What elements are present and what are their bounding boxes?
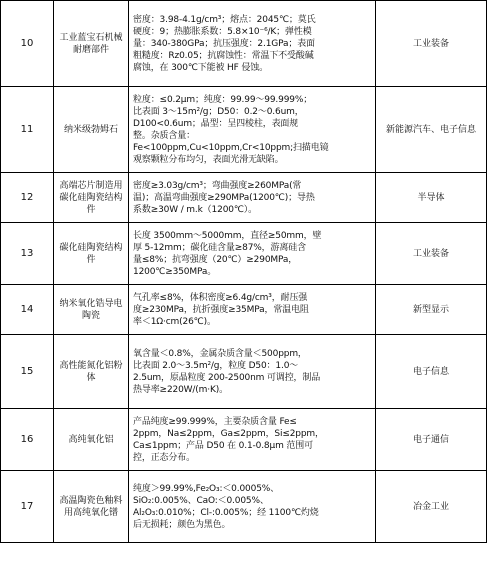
table-row bbox=[1, 409, 487, 471]
spec-cell bbox=[129, 409, 376, 471]
product-name-cell bbox=[54, 173, 129, 223]
spec-line: 2ppm，Na≤2ppm，Ga≤2ppm，Si≤2ppm， bbox=[133, 428, 324, 439]
application-field-cell: 新能源汽车、电子信息 bbox=[376, 87, 487, 173]
application-field-cell: 电子信息 bbox=[376, 335, 487, 409]
spec-line: 观察颗粒分布均匀，表面光滑无缺陷。 bbox=[133, 154, 284, 165]
spec-line: 氧含量＜0.8%，金属杂质含量＜500ppm， bbox=[133, 348, 307, 359]
spec-line: 1200℃≥350MPa。 bbox=[133, 266, 217, 277]
spec-line: 密度：3.98-4.1g/cm³；熔点：2045℃；莫氏 bbox=[133, 14, 316, 25]
product-name-cell bbox=[54, 285, 129, 335]
spec-cell bbox=[129, 471, 376, 543]
product-name-line: 高性能氮化铝粉 bbox=[59, 360, 123, 371]
spec-line: 整。杂质含量： bbox=[133, 130, 195, 141]
product-name-line: 纳米氧化锆导电 bbox=[59, 298, 123, 309]
table-row bbox=[1, 223, 487, 285]
product-name-line: 纳米级勃姆石 bbox=[63, 124, 118, 135]
spec-line: 粒度：≤0.2μm；纯度：99.99～99.999%； bbox=[133, 94, 313, 105]
table-row bbox=[1, 87, 487, 173]
application-field-cell: 新型显示 bbox=[376, 285, 487, 335]
spec-cell bbox=[129, 285, 376, 335]
product-name-line: 陶瓷 bbox=[81, 310, 100, 321]
product-name-cell bbox=[54, 409, 129, 471]
row-number: 17 bbox=[1, 471, 54, 543]
table-row bbox=[1, 173, 487, 223]
spec-line: 热导率≥220W/(m·K)。 bbox=[133, 384, 228, 395]
spec-line: 系数≥30W / m.k（1200℃）。 bbox=[133, 204, 257, 215]
spec-line: D100<0.6um；晶型：呈四棱柱，表面规 bbox=[133, 118, 299, 129]
product-name-cell bbox=[54, 87, 129, 173]
spec-line: 率＜1Ω·cm(26℃)。 bbox=[133, 316, 216, 327]
product-name-line: 件 bbox=[86, 254, 96, 265]
spec-line: Al₂O₃:0.010%；Cl-:0.005%；经 1100℃灼烧 bbox=[133, 507, 319, 518]
spec-line: SiO₂:0.005%、CaO:＜0.005%、 bbox=[133, 495, 269, 506]
table-body bbox=[1, 1, 487, 543]
product-name-cell bbox=[54, 471, 129, 543]
spec-line: 量≤8%；抗弯强度（20℃）≥290MPa， bbox=[133, 254, 298, 265]
product-name-line: 高纯氧化铝 bbox=[68, 434, 114, 445]
spec-cell bbox=[129, 1, 376, 87]
product-name-line: 用高纯氧化镨 bbox=[63, 507, 118, 518]
spec-line: 量：340-380GPa；抗压强度：2.1GPa；表面 bbox=[133, 38, 315, 49]
spec-line: Ca≤1ppm；产品 D50 在 0.1-0.8μm 范围可 bbox=[133, 440, 313, 451]
spec-line: 控，正态分布。 bbox=[133, 452, 195, 463]
table-row bbox=[1, 285, 487, 335]
spec-line: 产品纯度≥99.999%，主要杂质含量 Fe≤ bbox=[133, 416, 297, 427]
spec-line: 比表面 2.0～3.5m²/g，粒度 D50：1.0～ bbox=[133, 360, 299, 371]
product-name-line: 高端芯片制造用 bbox=[59, 180, 123, 191]
row-number: 10 bbox=[1, 1, 54, 87]
application-field-cell: 半导体 bbox=[376, 173, 487, 223]
spec-line: 纯度＞99.99%,Fe₂O₃:＜0.0005%、 bbox=[133, 483, 280, 494]
product-name-cell bbox=[54, 1, 129, 87]
spec-line: 2.5um，原晶粒度 200-2500nm 可调控，制品 bbox=[133, 372, 321, 383]
table-row bbox=[1, 471, 487, 543]
product-name-line: 碳化硅陶瓷结构 bbox=[59, 242, 123, 253]
spec-line: 密度≥3.03g/cm³；弯曲强度≥260MPa(常 bbox=[133, 180, 302, 191]
spec-cell bbox=[129, 335, 376, 409]
product-name-line: 耐磨部件 bbox=[72, 44, 109, 55]
product-name-line: 高温陶瓷色釉料 bbox=[59, 495, 123, 506]
application-field-cell: 冶金工业 bbox=[376, 471, 487, 543]
application-field-cell: 电子通信 bbox=[376, 409, 487, 471]
application-field-cell: 工业装备 bbox=[376, 1, 487, 87]
row-number: 12 bbox=[1, 173, 54, 223]
spec-line: Fe<100ppm,Cu<10ppm,Cr<10ppm;扫描电镜 bbox=[133, 142, 329, 153]
row-number: 11 bbox=[1, 87, 54, 173]
product-name-line: 工业蓝宝石机械 bbox=[59, 32, 123, 43]
spec-line: 度≥230MPa，抗折强度≥35MPa，常温电阻 bbox=[133, 304, 309, 315]
product-name-cell bbox=[54, 335, 129, 409]
spec-line: 后无损耗；颜色为黑色。 bbox=[133, 519, 231, 530]
spec-cell bbox=[129, 223, 376, 285]
spec-line: 比表面 3～15m²/g；D50：0.2～0.6um， bbox=[133, 106, 304, 117]
spec-line: 气孔率≤8%，体积密度≥6.4g/cm³，耐压强 bbox=[133, 292, 308, 303]
table-row bbox=[1, 335, 487, 409]
row-number: 13 bbox=[1, 223, 54, 285]
product-name-line: 件 bbox=[86, 204, 96, 215]
spec-cell bbox=[129, 173, 376, 223]
spec-line: 粗糙度：Rz0.05；抗腐蚀性：常温下不受酸碱 bbox=[133, 50, 314, 61]
spec-line: 长度 3500mm～5000mm，直径≥50mm，壁 bbox=[133, 230, 322, 241]
table-row bbox=[1, 1, 487, 87]
product-name-line: 碳化硅陶瓷结构 bbox=[59, 192, 123, 203]
spec-line: 腐蚀，在 300℃下能被 HF 侵蚀。 bbox=[133, 62, 268, 73]
product-name-line: 体 bbox=[86, 372, 96, 383]
row-number: 16 bbox=[1, 409, 54, 471]
spec-line: 硬度：9；热膨胀系数：5.8×10⁻⁶/K；弹性模 bbox=[133, 26, 312, 37]
product-name-cell bbox=[54, 223, 129, 285]
row-number: 14 bbox=[1, 285, 54, 335]
spec-cell bbox=[129, 87, 376, 173]
spec-line: 温)；高温弯曲强度≥290MPa(1200℃)；导热 bbox=[133, 192, 315, 203]
row-number: 15 bbox=[1, 335, 54, 409]
application-field-cell: 工业装备 bbox=[376, 223, 487, 285]
spec-line: 厚 5-12mm；碳化硅含量≥87%，游离硅含 bbox=[133, 242, 306, 253]
